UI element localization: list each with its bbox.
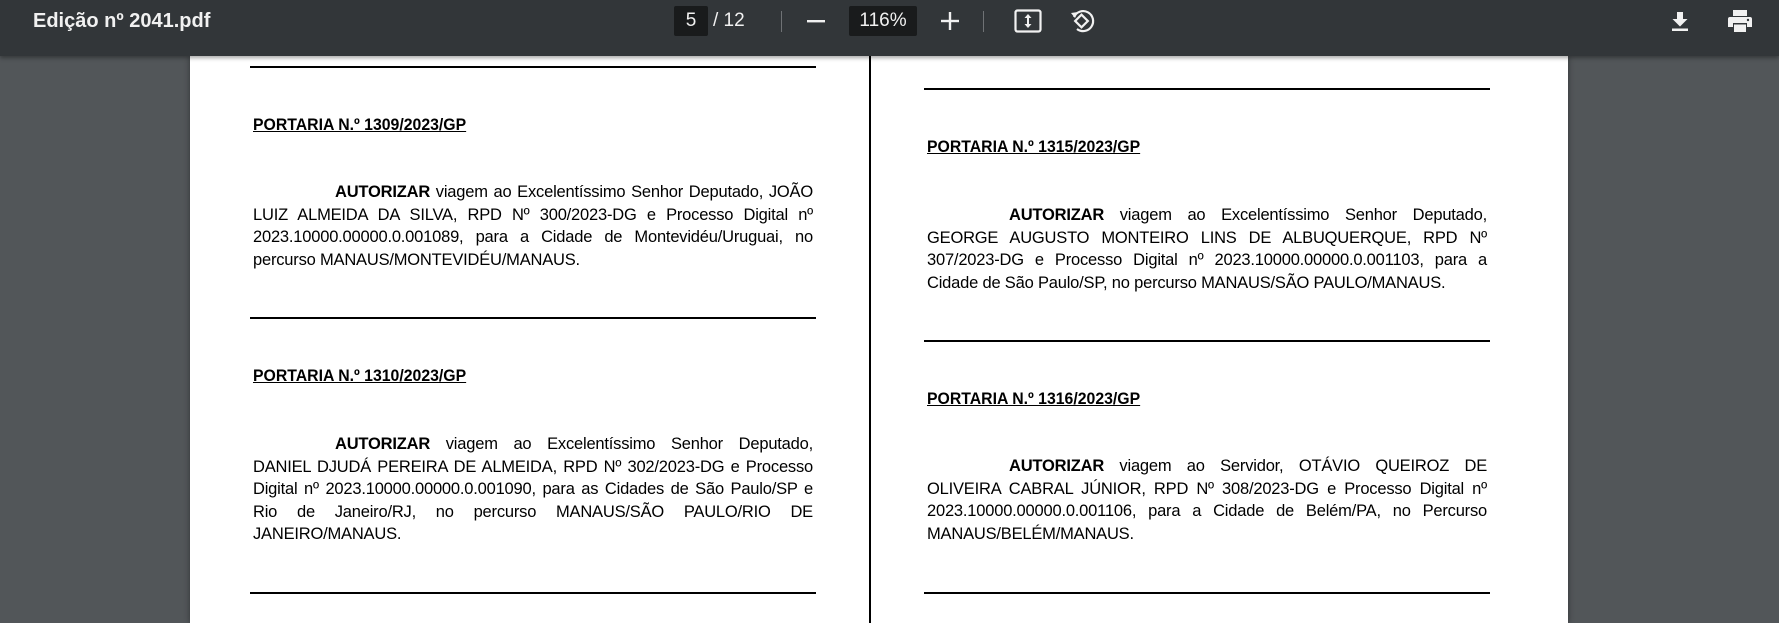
download-button[interactable] [1664,6,1696,36]
download-icon [1669,10,1691,32]
portaria-verb: AUTORIZAR [335,183,431,201]
print-button[interactable] [1724,6,1756,36]
portaria-title: PORTARIA N.º 1309/2023/GP [253,115,467,134]
plus-icon [940,11,960,31]
zoom-level-input[interactable]: 116% [849,6,917,36]
fit-to-page-button[interactable] [1012,6,1044,36]
portaria-body [927,204,1487,294]
page-number-input[interactable]: 5 [674,6,708,36]
minus-icon [806,11,826,31]
pdf-toolbar [0,0,1779,56]
section-rule [924,88,1490,90]
toolbar-divider [983,11,984,32]
toolbar-divider [781,11,782,32]
portaria-title: PORTARIA N.º 1315/2023/GP [927,137,1141,156]
pdf-page [190,56,1568,623]
section-rule [250,317,816,319]
portaria-verb: AUTORIZAR [1009,457,1105,475]
section-rule [250,592,816,594]
portaria-title: PORTARIA N.º 1310/2023/GP [253,366,467,385]
print-icon [1727,9,1753,33]
document-title: Edição nº 2041.pdf [33,10,211,32]
rotate-icon [1068,7,1096,35]
page-count: / 12 [713,10,745,31]
portaria-body [253,181,813,271]
portaria-body [927,455,1487,545]
zoom-out-button[interactable] [800,6,832,36]
rotate-button[interactable] [1066,6,1098,36]
portaria-text: viagem ao Excelentíssimo Senhor Deputado, DANIEL DJUDÁ PEREIRA DE ALMEIDA, RPD Nº 302/2023-DG e Processo Digital nº 2023.10000.00000.0.001090, para as Cidades de São Paulo/SP e Rio de Janeiro/RJ, no percurso MANAUS/SÃO PAULO/RIO DE JANEIRO/MANAUS. [253,435,813,543]
portaria-verb: AUTORIZAR [1009,206,1105,224]
section-rule [250,66,816,68]
portaria-title: PORTARIA N.º 1316/2023/GP [927,389,1141,408]
column-divider [869,56,871,623]
portaria-text: viagem ao Excelentíssimo Senhor Deputado, JOÃO LUIZ ALMEIDA DA SILVA, RPD Nº 300/2023-DG e Processo Digital nº 2023.10000.00000.0.001089, para a Cidade de Montevidéu/Uruguai, no percurso MANAUS/MONTEVIDÉU/MANAUS. [253,183,813,269]
portaria-verb: AUTORIZAR [335,435,431,453]
section-rule [924,340,1490,342]
section-rule [924,592,1490,594]
portaria-text: viagem ao Excelentíssimo Senhor Deputado, GEORGE AUGUSTO MONTEIRO LINS DE ALBUQUERQUE, RPD Nº 307/2023-DG e Processo Digital nº 2023.10000.00000.0.001103, para a Cidade de São Paulo/SP, no percurso MANAUS/SÃO PAULO/MANAUS. [927,206,1487,292]
portaria-body [253,433,813,546]
zoom-in-button[interactable] [934,6,966,36]
portaria-text: viagem ao Servidor, OTÁVIO QUEIROZ DE OLIVEIRA CABRAL JÚNIOR, RPD Nº 308/2023-DG e Processo Digital nº 2023.10000.00000.0.001106, para a Cidade de Belém/PA, no Percurso MANAUS/BELÉM/MANAUS. [927,457,1487,543]
fit-to-page-icon [1014,9,1042,33]
